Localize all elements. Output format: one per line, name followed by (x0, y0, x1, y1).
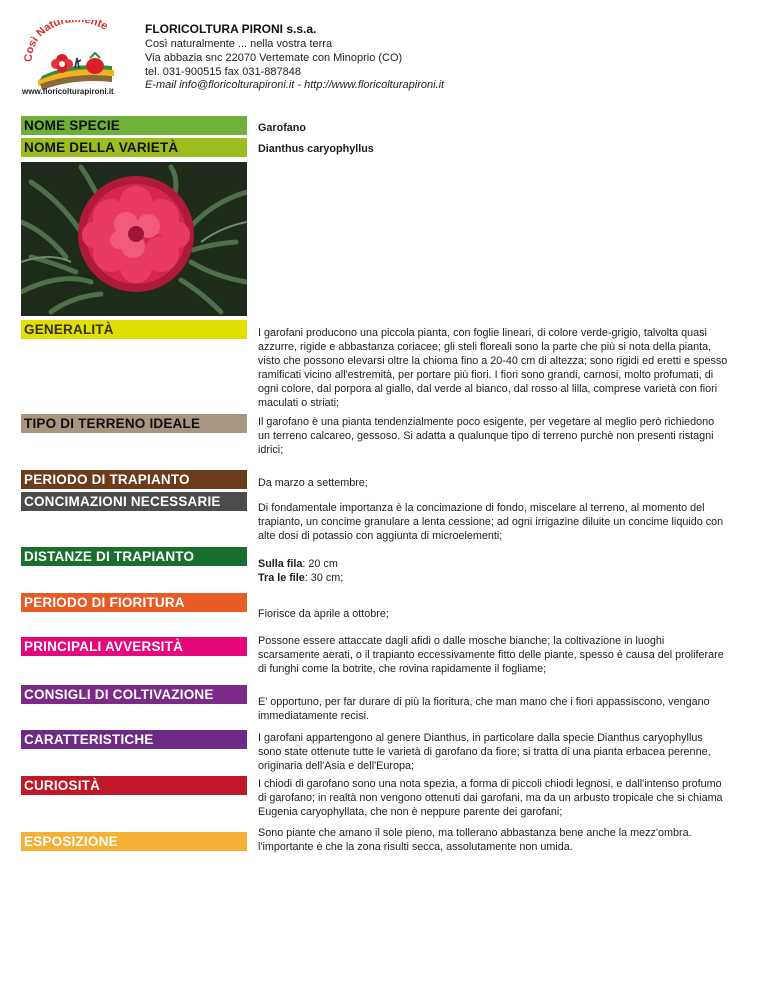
label-nome-varieta: NOME DELLA VARIETÀ (21, 138, 247, 157)
value-terreno: Il garofano è una pianta tendenzialmente poco esigente, per vegetare al meglio però richiedono un terreno calcareo, gessoso. Si adatta a qualunque tipo di terreno purchè non presenti ristagni idrici; (258, 416, 715, 456)
label-generalita: GENERALITÀ (21, 320, 247, 339)
value-generalita: I garofani producono una piccola pianta, con foglie lineari, di colore verde-grigio, talvolta quasi azzurre, rigide e abbastanza coriacee; gli steli floreali sono la parte che più si nota della pianta, visto che possono elevarsi oltre la chioma fino a 20-40 cm di altezza; sono rigidi ed eretti e spesso ramificati vicino all'estremità, per portare più fiori. I fiori sono grandi, carnosi, molto profumati, di ogni colore, dal porpora al giallo, dal verde al bianco, dal rosso al lilla, comprese varietà con fiori maculati o striati; (258, 327, 728, 409)
flower-photo (21, 162, 247, 316)
distanze-file-value: : 30 cm; (304, 572, 344, 584)
distanze-file-label: Tra le file (258, 572, 305, 584)
label-avversita: PRINCIPALI AVVERSITÀ (21, 637, 247, 656)
value-periodo-trapianto: Da marzo a settembre; (258, 477, 368, 489)
value-fioritura: Fiorisce da aprile a ottobre; (258, 608, 389, 620)
label-curiosita: CURIOSITÀ (21, 776, 247, 795)
logo-graphic (20, 20, 130, 98)
label-concimazioni: CONCIMAZIONI NECESSARIE (21, 492, 247, 511)
label-fioritura: PERIODO DI FIORITURA (21, 593, 247, 612)
value-avversita: Possone essere attaccate dagli afidi o dalle mosche bianche; la coltivazione in luoghi scarsamente aerati, o il trapianto eccessivamente fitto delle piante, spesso è causa del proliferare di funghi come la botrite, che rovina rapidamente il fogliame; (258, 635, 724, 675)
label-consigli: CONSIGLI DI COLTIVAZIONE (21, 685, 247, 704)
company-name: FLORICOLTURA PIRONI s.s.a. (145, 22, 317, 36)
logo-arc-text: Così Natur ente (22, 20, 110, 63)
company-phone: tel. 031-900515 fax 031-887848 (145, 66, 301, 78)
label-nome-specie: NOME SPECIE (21, 116, 247, 135)
label-distanze: DISTANZE DI TRAPIANTO (21, 547, 247, 566)
value-esposizione: Sono piante che amano il sole pieno, ma tollerano abbastanza bene anche la mezz'ombra. l'importante è che la zona risulti secca, assolutamente non umida. (258, 827, 692, 853)
distanze-fila-row (258, 557, 728, 571)
label-periodo-trapianto: PERIODO DI TRAPIANTO (21, 470, 247, 489)
value-consigli: E' opportuno, per far durare di più la fioritura, che man mano che i fiori appassiscono, vengano immediatamente recisi. (258, 696, 710, 722)
company-slogan: Così naturalmente ... nella vostra terra (145, 38, 333, 50)
company-contacts[interactable]: E-mail info@floricolturapironi.it - http://www.floricolturapironi.it (145, 79, 445, 91)
distanze-fila-label: Sulla fila (258, 558, 303, 570)
value-nome-specie: Garofano (258, 122, 306, 134)
logo-site-text: www.floricolturapironi.it (22, 87, 114, 96)
label-terreno: TIPO DI TERRENO IDEALE (21, 414, 247, 433)
value-nome-varieta: Dianthus caryophyllus (258, 143, 374, 155)
company-logo (20, 20, 130, 98)
distanze-fila-value: : 20 cm (302, 558, 338, 570)
company-address: Via abbazia snc 22070 Vertemate con Minoprio (CO) (145, 52, 403, 64)
distanze-file-row (258, 571, 728, 585)
label-caratteristiche: CARATTERISTICHE (21, 730, 247, 749)
value-curiosita: I chiodi di garofano sono una nota spezia, a forma di piccoli chiodi legnosi, e dall'intenso profumo di garofano; in realtà non vengono ottenuti dai garofani, ma da un arbusto tropicale che si chiama Eugenia caryophyllata, che non è neppure parente dei garofani; (258, 778, 723, 818)
label-esposizione: ESPOSIZIONE (21, 832, 247, 851)
value-distanze (258, 557, 728, 585)
value-caratteristiche: I garofani appartengono al genere Dianthus, in particolare dalla specie Dianthus caryophyllus sono state ottenute tutte le varietà di garofano da fiore; si tratta di una pianta erbacea perenne, originaria dell'Asia e dell'Europa; (258, 732, 711, 772)
value-concimazioni: Di fondamentale importanza è la concimazione di fondo, miscelare al terreno, al momento del trapianto, un concime granulare a lenta cessione; ad ogni irrigazine diluite un concime liquido con alte dosi di potassio con aggiunta di microelementi; (258, 502, 724, 542)
